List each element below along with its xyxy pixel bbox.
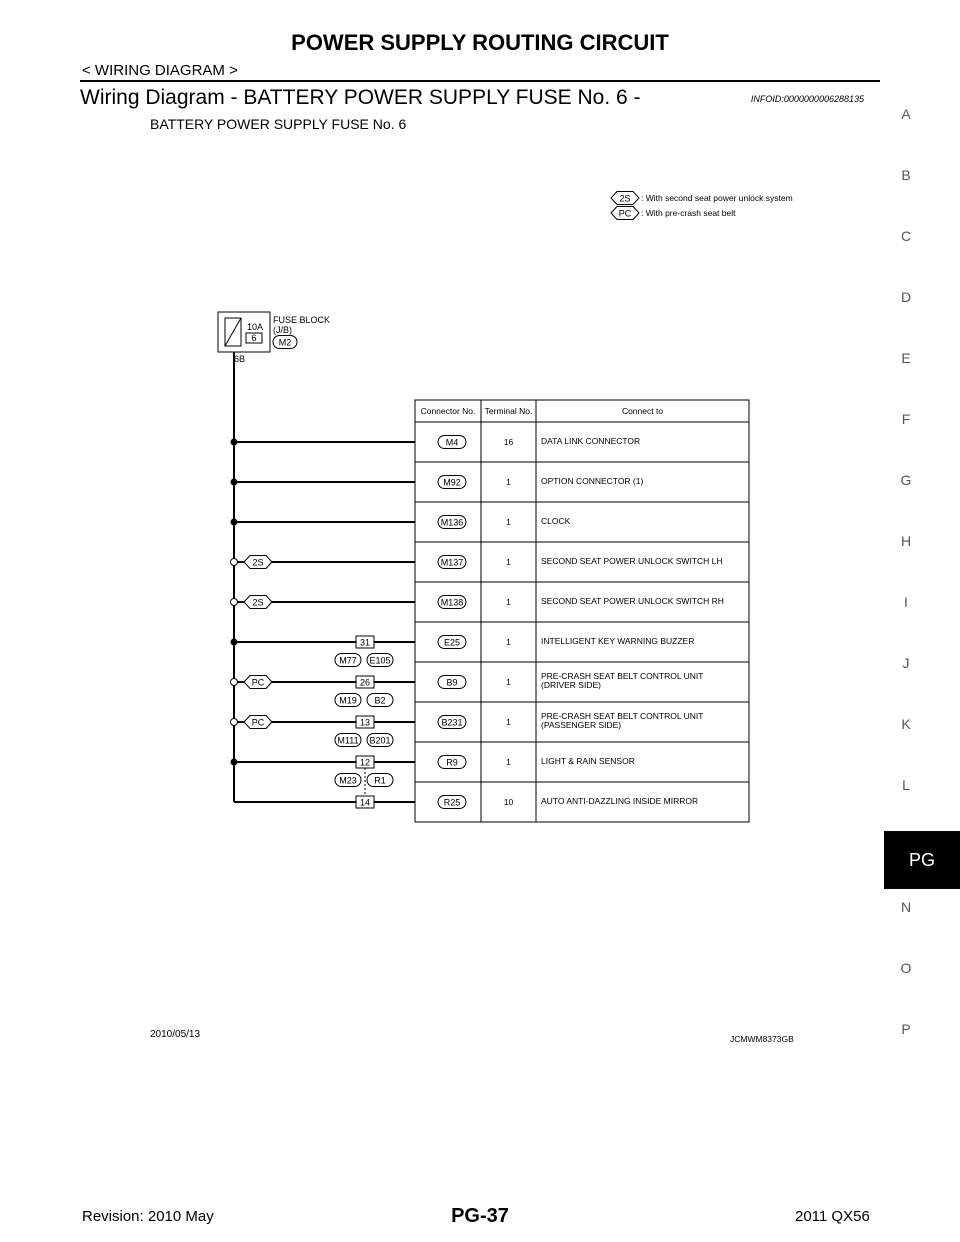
inline-connector-m23: M23 xyxy=(339,775,357,786)
side-tab-c[interactable]: C xyxy=(900,228,912,244)
row-terminal: 1 xyxy=(506,557,511,567)
row-terminal: 10 xyxy=(503,797,514,807)
fuse-number: 6 xyxy=(251,333,257,343)
row-connector-b9: B9 xyxy=(446,677,458,688)
wire-option-pc: PC xyxy=(251,717,265,728)
side-tab-a[interactable]: A xyxy=(901,106,911,122)
row-terminal: 1 xyxy=(506,597,511,607)
side-tab-e[interactable]: E xyxy=(901,350,911,366)
row-terminal: 1 xyxy=(506,517,511,527)
row-destination: SECOND SEAT POWER UNLOCK SWITCH LH xyxy=(541,556,723,566)
row-destination: INTELLIGENT KEY WARNING BUZZER xyxy=(541,636,695,646)
fuse-block-label: FUSE BLOCK xyxy=(273,315,331,325)
inline-connector-b2: B2 xyxy=(374,695,386,706)
footer-revision: Revision: 2010 May xyxy=(82,1208,214,1225)
row-connector-m92: M92 xyxy=(443,477,461,488)
splice-optional xyxy=(231,679,238,686)
row-destination: AUTO ANTI-DAZZLING INSIDE MIRROR xyxy=(541,796,699,806)
row-connector-b231: B231 xyxy=(441,717,463,728)
side-tab-b[interactable]: B xyxy=(901,167,911,183)
row-destination: LIGHT & RAIN SENSOR xyxy=(541,756,635,766)
fuse-connector: M2 xyxy=(278,337,292,348)
table-header-2: Terminal No. xyxy=(484,406,533,416)
side-tab-j[interactable]: J xyxy=(902,655,910,671)
row-terminal: 1 xyxy=(506,757,511,767)
info-id: INFOID:0000000006288135 xyxy=(750,94,864,104)
inline-connector-m77: M77 xyxy=(339,655,357,666)
row-terminal: 1 xyxy=(506,717,511,727)
row-destination: (DRIVER SIDE) xyxy=(541,680,601,690)
side-tab-o[interactable]: O xyxy=(900,960,912,976)
legend-code-pc: PC xyxy=(618,208,632,219)
legend-code-2s: 2S xyxy=(619,193,631,204)
side-tab-i[interactable]: I xyxy=(904,594,908,610)
side-tab-h[interactable]: H xyxy=(900,533,912,549)
fuse-block-label-2: (J/B) xyxy=(273,325,292,335)
row-terminal: 1 xyxy=(506,677,511,687)
row-destination: PRE-CRASH SEAT BELT CONTROL UNIT xyxy=(541,711,704,721)
row-destination: CLOCK xyxy=(541,516,571,526)
row-connector-r25: R25 xyxy=(443,797,461,808)
row-destination: (PASSENGER SIDE) xyxy=(541,720,622,730)
inline-connector-b201: B201 xyxy=(369,735,391,746)
row-destination: PRE-CRASH SEAT BELT CONTROL UNIT xyxy=(541,671,704,681)
side-tab-pg[interactable]: PG xyxy=(884,831,960,889)
inline-connector-r1: R1 xyxy=(374,775,386,786)
side-tab-l[interactable]: L xyxy=(902,777,910,793)
table-header-3: Connect to xyxy=(621,406,664,416)
splice-optional xyxy=(231,559,238,566)
wire-option-pc: PC xyxy=(251,677,265,688)
side-tab-n[interactable]: N xyxy=(900,899,912,915)
row-connector-r9: R9 xyxy=(446,757,458,768)
footer-model: 2011 QX56 xyxy=(795,1208,870,1225)
inline-pin-26: 26 xyxy=(359,677,371,688)
fuse-amps: 10A xyxy=(247,322,264,332)
row-connector-m4: M4 xyxy=(445,437,459,448)
legend-text-2s: : With second seat power unlock system xyxy=(641,193,793,203)
row-terminal: 16 xyxy=(503,437,514,447)
diagram-code: JCMWM8373GB xyxy=(730,1034,794,1044)
row-connector-m136: M136 xyxy=(440,517,464,528)
side-tab-g[interactable]: G xyxy=(900,472,912,488)
row-destination: OPTION CONNECTOR (1) xyxy=(541,476,644,486)
legend-text-pc: : With pre-crash seat belt xyxy=(641,208,736,218)
row-terminal: 1 xyxy=(506,637,511,647)
page-title: POWER SUPPLY ROUTING CIRCUIT xyxy=(291,30,669,55)
inline-connector-e105: E105 xyxy=(369,655,391,666)
table-header-1: Connector No. xyxy=(420,406,476,416)
fuse-terminal: 6B xyxy=(234,354,246,364)
splice-optional xyxy=(231,719,238,726)
inline-pin-31: 31 xyxy=(359,637,371,648)
inline-connector-m111: M111 xyxy=(337,735,359,746)
diagram-caption: BATTERY POWER SUPPLY FUSE No. 6 xyxy=(150,116,407,132)
row-destination: DATA LINK CONNECTOR xyxy=(541,436,641,446)
splice-optional xyxy=(231,599,238,606)
footer-page-number: PG-37 xyxy=(451,1205,509,1227)
row-connector-m138: M138 xyxy=(440,597,464,608)
side-tab-k[interactable]: K xyxy=(901,716,911,732)
wire-option-2s: 2S xyxy=(252,597,264,608)
wire-option-2s: 2S xyxy=(252,557,264,568)
side-tab-f[interactable]: F xyxy=(901,411,911,427)
row-terminal: 1 xyxy=(506,477,511,487)
page-subtitle: < WIRING DIAGRAM > xyxy=(82,62,238,79)
side-tab-p[interactable]: P xyxy=(901,1021,911,1037)
inline-pin-13: 13 xyxy=(359,717,371,728)
row-connector-m137: M137 xyxy=(440,557,464,568)
inline-pin-12: 12 xyxy=(359,757,371,768)
inline-connector-m19: M19 xyxy=(339,695,357,706)
row-connector-e25: E25 xyxy=(443,637,461,648)
diagram-date: 2010/05/13 xyxy=(150,1029,201,1040)
row-destination: SECOND SEAT POWER UNLOCK SWITCH RH xyxy=(541,596,724,606)
section-title: Wiring Diagram - BATTERY POWER SUPPLY FUSE No. 6 - xyxy=(80,86,641,109)
inline-pin-14: 14 xyxy=(359,797,371,808)
side-tab-d[interactable]: D xyxy=(900,289,912,305)
